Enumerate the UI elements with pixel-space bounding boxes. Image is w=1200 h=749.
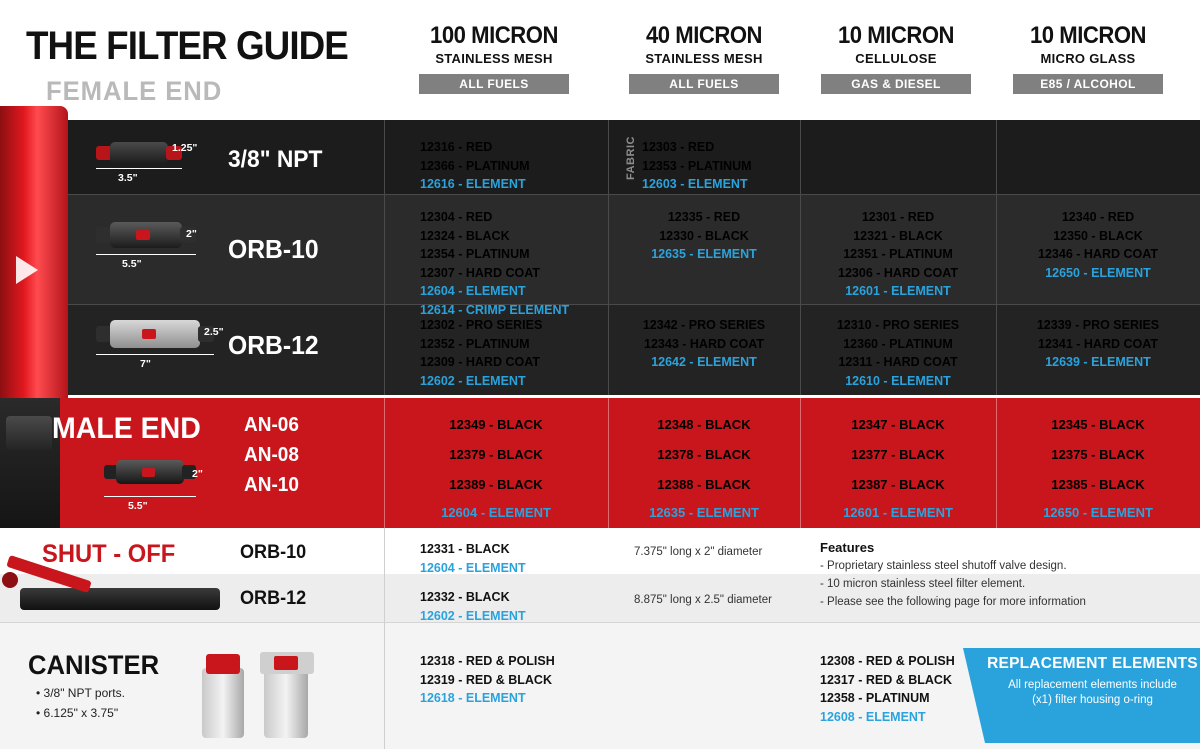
- column-header-40-micron: [616, 22, 792, 94]
- filter-art-orb10: [96, 222, 196, 248]
- column-header-100-micron: [406, 22, 582, 94]
- canister-title: CANISTER: [28, 650, 160, 680]
- part-number: 12343 - HARD COAT: [644, 336, 764, 351]
- part-number-element: 12604 - ELEMENT: [420, 560, 526, 575]
- dim-rule: [104, 496, 196, 497]
- column-micron: 10 MICRON: [1029, 22, 1147, 49]
- column-micron: 100 MICRON: [430, 22, 558, 49]
- dim-length-orb10: 5.5": [122, 258, 142, 270]
- part-number: 12352 - PLATINUM: [420, 336, 530, 351]
- row-label-orb12: ORB-12: [228, 330, 319, 360]
- part-number: 12346 - HARD COAT: [1038, 247, 1158, 261]
- column-header-10-micron-cellulose: [808, 22, 984, 94]
- element-40micron-male: 12635 - ELEMENT: [649, 505, 759, 520]
- cell-canister-100micron: [420, 652, 620, 708]
- shutoff-title: SHUT - OFF: [42, 540, 176, 568]
- part-number: 12340 - RED: [1061, 210, 1135, 224]
- cell-an08-100micron: 12379 - BLACK: [449, 447, 543, 462]
- part-number-element: 12601 - ELEMENT: [845, 284, 951, 298]
- divider: [384, 528, 385, 622]
- dim-rule: [96, 254, 196, 255]
- part-number: 12319 - RED & BLACK: [420, 672, 552, 687]
- part-number: 12316 - RED: [420, 140, 493, 154]
- dim-diameter-38npt: 1.25": [172, 142, 198, 154]
- dim-rule: [96, 168, 182, 169]
- part-number: 12335 - RED: [667, 210, 741, 224]
- part-number: 12324 - BLACK: [420, 228, 510, 243]
- shutoff-label-orb12: ORB-12: [240, 588, 307, 609]
- cell-an10-10micron-microglass: 12385 - BLACK: [1051, 477, 1145, 492]
- row-label-38npt: 3/8" NPT: [228, 146, 323, 173]
- male-end-size-an08: AN-08: [244, 444, 299, 466]
- part-number: 12310 - PRO SERIES: [836, 318, 960, 332]
- cell-orb12-10micron-cellulose: [800, 316, 996, 390]
- column-micron: 40 MICRON: [645, 22, 763, 49]
- part-number: 12321 - BLACK: [853, 228, 943, 243]
- part-number-element: 12614 - CRIMP ELEMENT: [420, 302, 570, 317]
- cell-shutoff-orb12-parts: [420, 588, 620, 625]
- cell-38npt-100micron: [420, 138, 620, 194]
- cell-orb12-40micron: [608, 316, 800, 372]
- cell-an10-40micron: 12388 - BLACK: [657, 477, 751, 492]
- canister-bullet: • 6.125" x 3.75": [36, 706, 119, 720]
- features-title: Features: [820, 540, 875, 555]
- cell-orb10-10micron-microglass: [996, 208, 1200, 282]
- cell-orb10-100micron: [420, 208, 620, 319]
- divider: [384, 622, 385, 749]
- cell-shutoff-orb10-parts: [420, 540, 620, 577]
- part-number-element: 12650 - ELEMENT: [1045, 265, 1151, 280]
- column-badge: GAS & DIESEL: [821, 74, 971, 94]
- cell-an08-10micron-microglass: 12375 - BLACK: [1051, 447, 1145, 462]
- part-number-element: 12602 - ELEMENT: [420, 608, 526, 623]
- part-number: 12306 - HARD COAT: [838, 265, 958, 280]
- part-number-element: 12602 - ELEMENT: [420, 373, 526, 388]
- cell-an06-10micron-microglass: 12345 - BLACK: [1051, 417, 1145, 432]
- dim-rule: [96, 354, 214, 355]
- cell-orb10-40micron: [608, 208, 800, 264]
- filter-art-male-end: [104, 460, 196, 484]
- part-number: 12301 - RED: [861, 210, 935, 224]
- dim-length-orb12: 7": [140, 358, 151, 370]
- part-number: 12350 - BLACK: [1053, 228, 1143, 243]
- cell-an06-40micron: 12348 - BLACK: [657, 417, 751, 432]
- part-number: 12366 - PLATINUM: [420, 158, 530, 173]
- row-label-orb10: ORB-10: [228, 234, 319, 264]
- column-badge: E85 / ALCOHOL: [1013, 74, 1163, 94]
- part-number: 12339 - PRO SERIES: [1036, 318, 1160, 332]
- column-header-10-micron-microglass: [1000, 22, 1176, 94]
- cell-38npt-40micron: [642, 138, 842, 194]
- part-number: 12358 - PLATINUM: [820, 691, 930, 705]
- part-number-element: 12604 - ELEMENT: [420, 284, 526, 298]
- cell-an10-10micron-cellulose: 12387 - BLACK: [851, 477, 945, 492]
- part-number: 12311 - HARD COAT: [838, 355, 958, 369]
- filter-art-orb12: [96, 320, 214, 348]
- page-subtitle: FEMALE END: [46, 76, 223, 106]
- dim-length-male-end: 5.5": [128, 500, 148, 512]
- column-badge: ALL FUELS: [419, 74, 569, 94]
- cell-an06-100micron: 12349 - BLACK: [449, 417, 543, 432]
- canister-art-black: [256, 644, 318, 740]
- canister-art-polish: [196, 644, 250, 740]
- part-number: 12318 - RED & POLISH: [420, 654, 555, 668]
- element-10micron-microglass-male: 12650 - ELEMENT: [1043, 505, 1153, 520]
- part-number-element: 12616 - ELEMENT: [420, 177, 526, 191]
- part-number: 12304 - RED: [420, 210, 493, 224]
- part-number-element: 12603 - ELEMENT: [642, 177, 748, 191]
- column-media: CELLULOSE: [855, 51, 937, 66]
- part-number-element: 12635 - ELEMENT: [651, 247, 757, 261]
- divider: [384, 120, 385, 395]
- part-number: 12351 - PLATINUM: [843, 247, 953, 261]
- features-item: - 10 micron stainless steel filter element.: [820, 578, 1026, 590]
- part-number: 12330 - BLACK: [659, 228, 749, 243]
- canister-bullet: • 3/8" NPT ports.: [36, 686, 125, 700]
- page-header: [0, 0, 1200, 120]
- male-end-size-an10: AN-10: [244, 474, 299, 496]
- canister-product-art: [0, 106, 68, 406]
- dim-diameter-orb10: 2": [186, 228, 197, 240]
- cell-orb10-10micron-cellulose: [800, 208, 996, 301]
- part-number-element: 12639 - ELEMENT: [1045, 355, 1151, 369]
- shutoff-valve-art: [0, 566, 230, 622]
- divider: [0, 622, 1200, 623]
- part-number-element: 12642 - ELEMENT: [651, 355, 757, 369]
- part-number: 12317 - RED & BLACK: [820, 672, 952, 687]
- column-media: STAINLESS MESH: [645, 51, 763, 66]
- part-number: 12360 - PLATINUM: [843, 336, 953, 351]
- divider: [0, 194, 1200, 195]
- dim-diameter-male-end: 2": [192, 468, 203, 480]
- cell-an10-100micron: 12389 - BLACK: [449, 477, 543, 492]
- column-micron: 10 MICRON: [837, 22, 955, 49]
- cell-an08-40micron: 12378 - BLACK: [657, 447, 751, 462]
- part-number: 12331 - BLACK: [420, 542, 510, 556]
- male-end-product-art: [0, 398, 60, 528]
- part-number: 12307 - HARD COAT: [420, 265, 540, 280]
- dim-diameter-orb12: 2.5": [204, 326, 224, 338]
- replacement-elements-title: REPLACEMENT ELEMENTS: [987, 655, 1198, 672]
- fabric-note: FABRIC: [625, 136, 637, 180]
- male-end-size-an06: AN-06: [244, 414, 299, 436]
- replacement-elements-callout: [985, 648, 1200, 743]
- part-number: 12354 - PLATINUM: [420, 247, 530, 261]
- part-number: 12342 - PRO SERIES: [642, 318, 766, 332]
- shutoff-label-orb10: ORB-10: [240, 542, 307, 563]
- part-number: 12341 - HARD COAT: [1038, 336, 1158, 351]
- dim-length-38npt: 3.5": [118, 172, 138, 184]
- column-media: MICRO GLASS: [1040, 51, 1136, 66]
- part-number: 12353 - PLATINUM: [642, 158, 752, 173]
- element-10micron-cellulose-male: 12601 - ELEMENT: [843, 505, 953, 520]
- part-number-element: 12618 - ELEMENT: [420, 691, 526, 705]
- element-100micron-male: 12604 - ELEMENT: [441, 505, 551, 520]
- column-badge: ALL FUELS: [629, 74, 779, 94]
- part-number-element: 12608 - ELEMENT: [820, 709, 926, 724]
- part-number-element: 12610 - ELEMENT: [845, 373, 951, 388]
- male-end-title: MALE END: [52, 412, 201, 445]
- part-number: 12302 - PRO SERIES: [420, 318, 543, 332]
- cell-orb12-10micron-microglass: [996, 316, 1200, 372]
- cell-an06-10micron-cellulose: 12347 - BLACK: [851, 417, 945, 432]
- column-media: STAINLESS MESH: [435, 51, 553, 66]
- replacement-elements-body: All replacement elements include (x1) filter housing o-ring: [1008, 679, 1177, 706]
- shutoff-spec-orb10: 7.375" long x 2" diameter: [634, 546, 763, 558]
- part-number: 12303 - RED: [642, 140, 715, 154]
- features-item: - Please see the following page for more information: [820, 596, 1086, 608]
- features-item: - Proprietary stainless steel shutoff valve design.: [820, 560, 1067, 572]
- page-title: THE FILTER GUIDE: [26, 24, 348, 68]
- part-number: 12309 - HARD COAT: [420, 355, 540, 369]
- filter-art-38npt: [96, 142, 182, 164]
- part-number: 12332 - BLACK: [420, 590, 510, 604]
- part-number: 12308 - RED & POLISH: [820, 654, 955, 668]
- cell-an08-10micron-cellulose: 12377 - BLACK: [851, 447, 945, 462]
- shutoff-spec-orb12: 8.875" long x 2.5" diameter: [634, 594, 772, 606]
- cell-orb12-100micron: [420, 316, 620, 390]
